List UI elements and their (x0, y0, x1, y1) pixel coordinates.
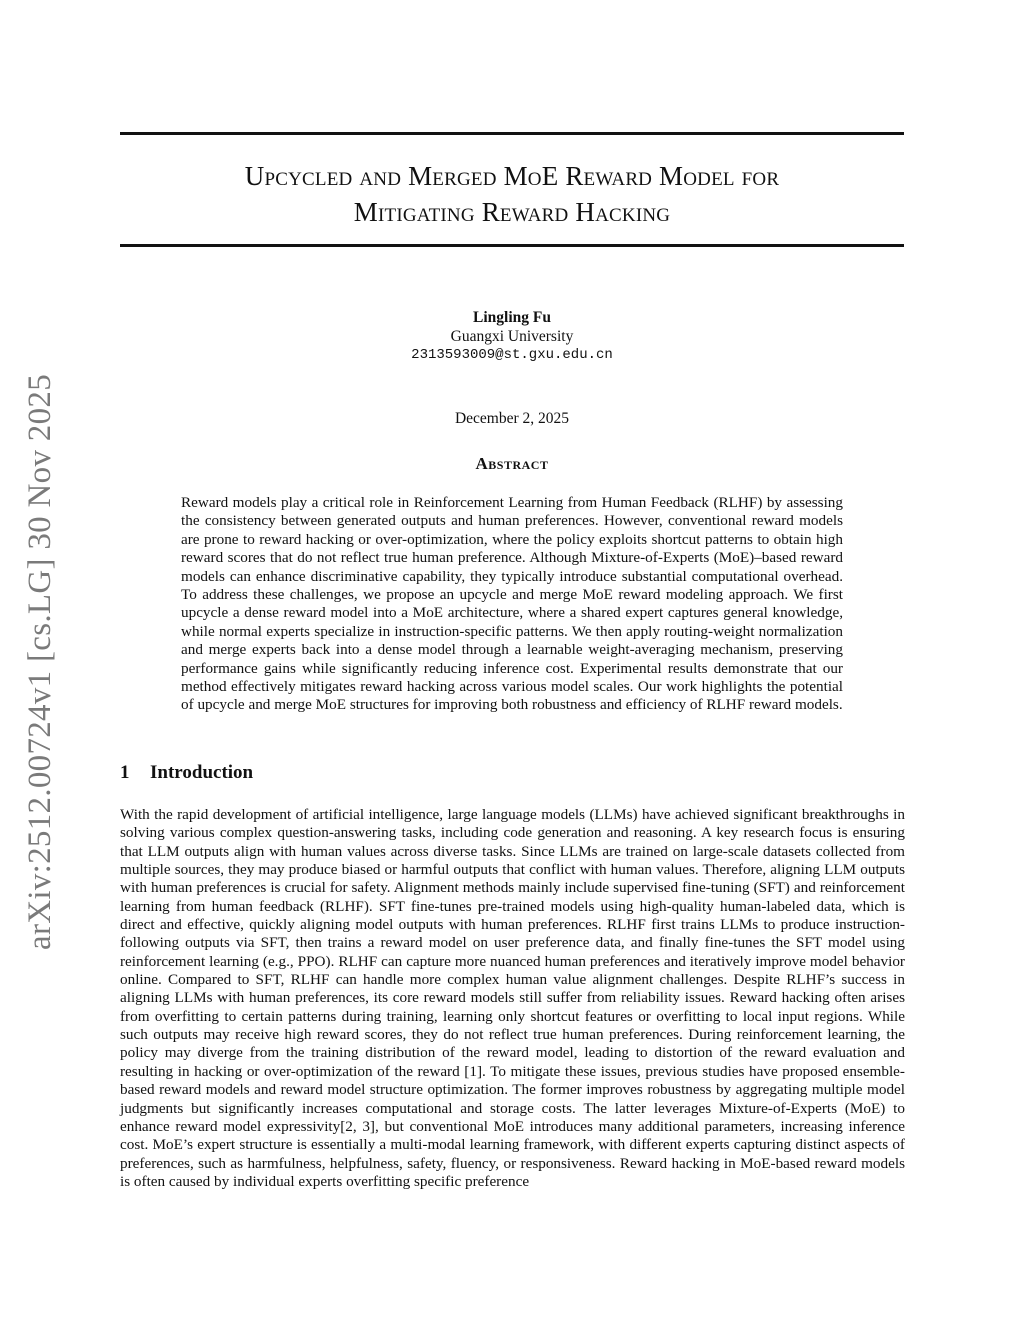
paper-title (120, 158, 904, 230)
title-bottom-rule (120, 244, 904, 247)
publication-date: December 2, 2025 (454, 410, 570, 427)
author-affiliation: Guangxi University (450, 328, 574, 345)
section-number: 1 (120, 762, 130, 783)
section-heading-introduction (120, 762, 253, 784)
author-block (312, 308, 712, 365)
section-title: Introduction (150, 762, 254, 783)
introduction-paragraph: With the rapid development of artificial intelligence, large language models (LLMs) have achieved significant breakthroughs in solving various complex question-answering tasks, including code generation and reasoning. A key research focus is ensuring that LLM outputs align with human values across diverse tasks. Since LLMs are trained on large-scale datasets collected from multiple sources, they may produce biased or harmful outputs that conflict with human values. Therefore, aligning LLM outputs with human preferences is crucial for safety. Alignment methods mainly include supervised fine-tuning (SFT) and reinforcement learning from human feedback (RLHF). SFT fine-tunes pre-trained models using high-quality human-labeled data, which is direct and effective, quickly aligning model outputs with human preferences. RLHF first trains LLMs to produce instruction-following outputs via SFT, then trains a reward model on user preference data, and finally fine-tunes the SFT model using reinforcement learning (e.g., PPO). RLHF can capture more nuanced human preferences and iteratively improve model behavior online. Compared to SFT, RLHF can handle more complex human value alignment challenges. Despite RLHF’s success in aligning LLMs with human preferences, its core reward models still suffer from reliability issues. Reward hacking often arises from overfitting to certain patterns during training, learning only shortcut features or overfitting to local input regions. While such outputs may receive high reward scores, they do not reflect true human preferences. During reinforcement learning, the policy may diverge from the training distribution of the reward model, leading to distortion of the reward evaluation and resulting in hacking or over-optimization of the reward [1]. To mitigate these issues, previous studies have proposed ensemble-based reward models and reward model structure optimization. The former improves robustness by aggregating multiple model judgments but significantly increases computational and storage costs. The latter leverages Mixture-of-Experts (MoE) to enhance reward model expressivity[2, 3], but conventional MoE introduces many additional parameters, increasing inference cost. MoE’s expert structure is essentially a multi-modal learning framework, with different experts capturing distinct aspects of preferences, such as harmfulness, helpfulness, safety, fluency, or responsiveness. Reward hacking in MoE-based reward models is often caused by individual experts overfitting specific preference (120, 806, 905, 1190)
author-name: Lingling Fu (473, 309, 551, 326)
author-email: 2313593009@st.gxu.edu.cn (411, 347, 613, 363)
paper-title-line-2: Mitigating Reward Hacking (353, 197, 671, 227)
abstract-text: Reward models play a critical role in Reinforcement Learning from Human Feedback (RLHF) by assessing the consistency between generated outputs and human preferences. However, conventional reward models are prone to reward hacking or over-optimization, where the policy exploits shortcut patterns to obtain high reward scores that do not reflect true human preference. Although Mixture-of-Experts (MoE)–based reward models can enhance discriminative capability, they typically introduce substantial computational overhead. To address these challenges, we propose an upcycle and merge MoE reward modeling approach. We first upcycle a dense reward model into a MoE architecture, where a shared expert captures general knowledge, while normal experts specialize in instruction-specific patterns. We then apply routing-weight normalization and merge experts back into a dense model through a learnable weight-averaging mechanism, preserving performance gains while significantly reducing inference cost. Experimental results demonstrate that our method effectively mitigates reward hacking across various model scales. Our work highlights the potential of upcycle and merge MoE structures for improving both robustness and efficiency of RLHF reward models. (181, 494, 843, 714)
paper-title-line-1: Upcycled and Merged MoE Reward Model for (244, 161, 780, 191)
abstract-heading: Abstract (475, 454, 549, 473)
title-top-rule (120, 132, 904, 135)
arxiv-identifier-stamp: arXiv:2512.00724v1 [cs.LG] 30 Nov 2025 (22, 374, 58, 950)
